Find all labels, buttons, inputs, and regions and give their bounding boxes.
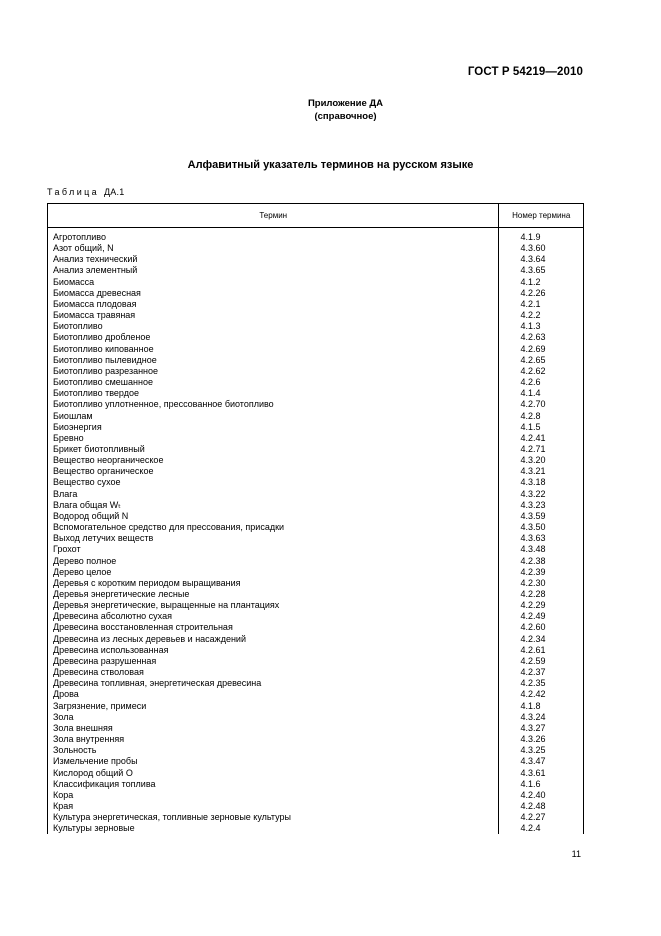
term-number-cell: 4.3.27 xyxy=(499,723,584,734)
table-row xyxy=(48,578,584,589)
term-number-cell: 4.3.59 xyxy=(499,511,584,522)
term-number-cell: 4.2.71 xyxy=(499,444,584,455)
table-row xyxy=(48,823,584,834)
term-cell: Древесина топливная, энергетическая древесина xyxy=(48,678,499,689)
term-number-cell: 4.3.50 xyxy=(499,522,584,533)
term-number-cell: 4.3.21 xyxy=(499,466,584,477)
term-cell: Биотопливо разрезанное xyxy=(48,366,499,377)
table-row xyxy=(48,801,584,812)
appendix-subtitle: (справочное) xyxy=(314,111,377,122)
term-cell: Древесина из лесных деревьев и насаждений xyxy=(48,634,499,645)
table-row xyxy=(48,556,584,567)
term-number-cell: 4.3.26 xyxy=(499,734,584,745)
term-number-cell: 4.3.23 xyxy=(499,500,584,511)
standard-code: ГОСТ Р 54219—2010 xyxy=(467,66,583,78)
column-header-term: Термин xyxy=(48,204,499,228)
term-cell: Древесина стволовая xyxy=(48,667,499,678)
term-number-cell: 4.2.61 xyxy=(499,645,584,656)
term-number-cell: 4.3.24 xyxy=(499,712,584,723)
term-number-cell: 4.2.37 xyxy=(499,667,584,678)
term-number-cell: 4.2.69 xyxy=(499,344,584,355)
table-row xyxy=(48,589,584,600)
term-cell: Биотопливо пылевидное xyxy=(48,355,499,366)
term-number-cell: 4.2.42 xyxy=(499,689,584,700)
table-row xyxy=(48,712,584,723)
term-cell: Влага xyxy=(48,489,499,500)
term-cell: Классификация топлива xyxy=(48,779,499,790)
term-cell: Измельчение пробы xyxy=(48,756,499,767)
table-row xyxy=(48,745,584,756)
term-cell: Брикет биотопливный xyxy=(48,444,499,455)
term-number-cell: 4.2.29 xyxy=(499,600,584,611)
table-row xyxy=(48,790,584,801)
table-row xyxy=(48,288,584,299)
term-number-cell: 4.3.60 xyxy=(499,243,584,254)
table-row xyxy=(48,422,584,433)
table-row xyxy=(48,254,584,265)
term-cell: Кора xyxy=(48,790,499,801)
table-header-row xyxy=(48,204,584,228)
term-number-cell: 4.2.39 xyxy=(499,567,584,578)
term-cell: Культуры зерновые xyxy=(48,823,499,834)
table-row xyxy=(48,544,584,555)
term-number-cell: 4.2.40 xyxy=(499,790,584,801)
term-number-cell: 4.2.49 xyxy=(499,611,584,622)
term-number-cell: 4.3.18 xyxy=(499,477,584,488)
table-row xyxy=(48,723,584,734)
table-row xyxy=(48,779,584,790)
term-cell: Биомасса xyxy=(48,277,499,288)
term-cell: Загрязнение, примеси xyxy=(48,701,499,712)
table-row xyxy=(48,768,584,779)
term-number-cell: 4.2.63 xyxy=(499,332,584,343)
term-cell: Водород общий N xyxy=(48,511,499,522)
term-cell: Вещество неорганическое xyxy=(48,455,499,466)
table-row xyxy=(48,500,584,511)
term-number-cell: 4.2.26 xyxy=(499,288,584,299)
appendix-heading xyxy=(0,97,661,123)
term-cell: Культура энергетическая, топливные зерновые культуры xyxy=(48,812,499,823)
index-title: Алфавитный указатель терминов на русском языке xyxy=(187,159,474,171)
table-row xyxy=(48,411,584,422)
term-cell: Бревно xyxy=(48,433,499,444)
table-row xyxy=(48,388,584,399)
table-row xyxy=(48,366,584,377)
table-row xyxy=(48,567,584,578)
term-number-cell: 4.1.8 xyxy=(499,701,584,712)
term-number-cell: 4.3.48 xyxy=(499,544,584,555)
term-number-cell: 4.2.1 xyxy=(499,299,584,310)
term-cell: Древесина восстановленная строительная xyxy=(48,622,499,633)
table-row xyxy=(48,277,584,288)
term-cell: Деревья энергетические, выращенные на плантациях xyxy=(48,600,499,611)
term-number-cell: 4.2.62 xyxy=(499,366,584,377)
term-number-cell: 4.2.48 xyxy=(499,801,584,812)
term-number-cell: 4.2.27 xyxy=(499,812,584,823)
table-row xyxy=(48,533,584,544)
table-row xyxy=(48,634,584,645)
term-cell: Биошлам xyxy=(48,411,499,422)
table-row xyxy=(48,310,584,321)
term-number-cell: 4.2.28 xyxy=(499,589,584,600)
table-caption-number: ДА.1 xyxy=(104,187,125,197)
term-cell: Вещество сухое xyxy=(48,477,499,488)
appendix-title: Приложение ДА xyxy=(307,98,384,109)
table-row xyxy=(48,678,584,689)
term-number-cell: 4.2.2 xyxy=(499,310,584,321)
term-number-cell: 4.2.35 xyxy=(499,678,584,689)
term-cell: Дрова xyxy=(48,689,499,700)
table-caption-label: Таблица xyxy=(47,187,100,197)
term-cell: Биотопливо твердое xyxy=(48,388,499,399)
term-cell: Кислород общий О xyxy=(48,768,499,779)
term-cell: Анализ элементный xyxy=(48,265,499,276)
term-number-cell: 4.2.60 xyxy=(499,622,584,633)
terms-table-body xyxy=(48,228,584,835)
table-row xyxy=(48,232,584,243)
term-cell: Зольность xyxy=(48,745,499,756)
term-cell: Зола внешняя xyxy=(48,723,499,734)
table-row xyxy=(48,701,584,712)
table-row xyxy=(48,656,584,667)
term-number-cell: 4.3.65 xyxy=(499,265,584,276)
term-cell: Влага общая Wₜ xyxy=(48,500,499,511)
table-row xyxy=(48,321,584,332)
term-cell: Биомасса травяная xyxy=(48,310,499,321)
table-row xyxy=(48,332,584,343)
table-row xyxy=(48,344,584,355)
table-row xyxy=(48,355,584,366)
term-cell: Биотопливо смешанное xyxy=(48,377,499,388)
term-cell: Вещество органическое xyxy=(48,466,499,477)
term-cell: Агротопливо xyxy=(48,232,499,243)
table-row xyxy=(48,243,584,254)
term-cell: Деревья с коротким периодом выращивания xyxy=(48,578,499,589)
term-cell: Выход летучих веществ xyxy=(48,533,499,544)
term-cell: Края xyxy=(48,801,499,812)
table-row xyxy=(48,645,584,656)
term-cell: Биотопливо дробленое xyxy=(48,332,499,343)
table-row xyxy=(48,444,584,455)
term-number-cell: 4.1.3 xyxy=(499,321,584,332)
term-cell: Грохот xyxy=(48,544,499,555)
term-cell: Биоэнергия xyxy=(48,422,499,433)
term-cell: Древесина использованная xyxy=(48,645,499,656)
term-number-cell: 4.2.38 xyxy=(499,556,584,567)
table-row xyxy=(48,600,584,611)
term-cell: Деревья энергетические лесные xyxy=(48,589,499,600)
table-row xyxy=(48,667,584,678)
table-row xyxy=(48,477,584,488)
term-cell: Дерево полное xyxy=(48,556,499,567)
term-number-cell: 4.2.41 xyxy=(499,433,584,444)
term-cell: Биомасса плодовая xyxy=(48,299,499,310)
table-row xyxy=(48,455,584,466)
page-number: 11 xyxy=(571,849,581,859)
term-cell: Зола внутренняя xyxy=(48,734,499,745)
table-row xyxy=(48,399,584,410)
term-number-cell: 4.1.2 xyxy=(499,277,584,288)
term-number-cell: 4.2.70 xyxy=(499,399,584,410)
table-row xyxy=(48,489,584,500)
term-cell: Азот общий, N xyxy=(48,243,499,254)
table-row xyxy=(48,522,584,533)
table-row xyxy=(48,433,584,444)
term-cell: Биотопливо xyxy=(48,321,499,332)
table-caption xyxy=(47,187,124,197)
table-row xyxy=(48,812,584,823)
table-row xyxy=(48,689,584,700)
term-number-cell: 4.2.6 xyxy=(499,377,584,388)
term-number-cell: 4.2.8 xyxy=(499,411,584,422)
term-cell: Древесина разрушенная xyxy=(48,656,499,667)
term-number-cell: 4.2.30 xyxy=(499,578,584,589)
term-cell: Анализ технический xyxy=(48,254,499,265)
terms-table xyxy=(47,203,584,834)
table-row xyxy=(48,377,584,388)
table-row xyxy=(48,611,584,622)
table-row xyxy=(48,466,584,477)
term-number-cell: 4.3.64 xyxy=(499,254,584,265)
term-number-cell: 4.3.63 xyxy=(499,533,584,544)
term-cell: Древесина абсолютно сухая xyxy=(48,611,499,622)
term-number-cell: 4.2.34 xyxy=(499,634,584,645)
term-cell: Вспомогательное средство для прессования, присадки xyxy=(48,522,499,533)
table-row xyxy=(48,299,584,310)
term-number-cell: 4.2.65 xyxy=(499,355,584,366)
term-cell: Зола xyxy=(48,712,499,723)
table-row xyxy=(48,734,584,745)
term-number-cell: 4.3.61 xyxy=(499,768,584,779)
term-number-cell: 4.2.59 xyxy=(499,656,584,667)
term-number-cell: 4.3.25 xyxy=(499,745,584,756)
term-number-cell: 4.1.4 xyxy=(499,388,584,399)
term-number-cell: 4.3.47 xyxy=(499,756,584,767)
table-row xyxy=(48,265,584,276)
term-cell: Биомасса древесная xyxy=(48,288,499,299)
term-number-cell: 4.1.6 xyxy=(499,779,584,790)
term-cell: Дерево целое xyxy=(48,567,499,578)
term-number-cell: 4.3.22 xyxy=(499,489,584,500)
column-header-number: Номер термина xyxy=(499,204,584,228)
term-number-cell: 4.2.4 xyxy=(499,823,584,834)
term-number-cell: 4.1.9 xyxy=(499,232,584,243)
table-row xyxy=(48,756,584,767)
term-number-cell: 4.3.20 xyxy=(499,455,584,466)
table-row xyxy=(48,622,584,633)
term-cell: Биотопливо уплотненное, прессованное биотопливо xyxy=(48,399,499,410)
term-cell: Биотопливо кипованное xyxy=(48,344,499,355)
table-row xyxy=(48,511,584,522)
term-number-cell: 4.1.5 xyxy=(499,422,584,433)
